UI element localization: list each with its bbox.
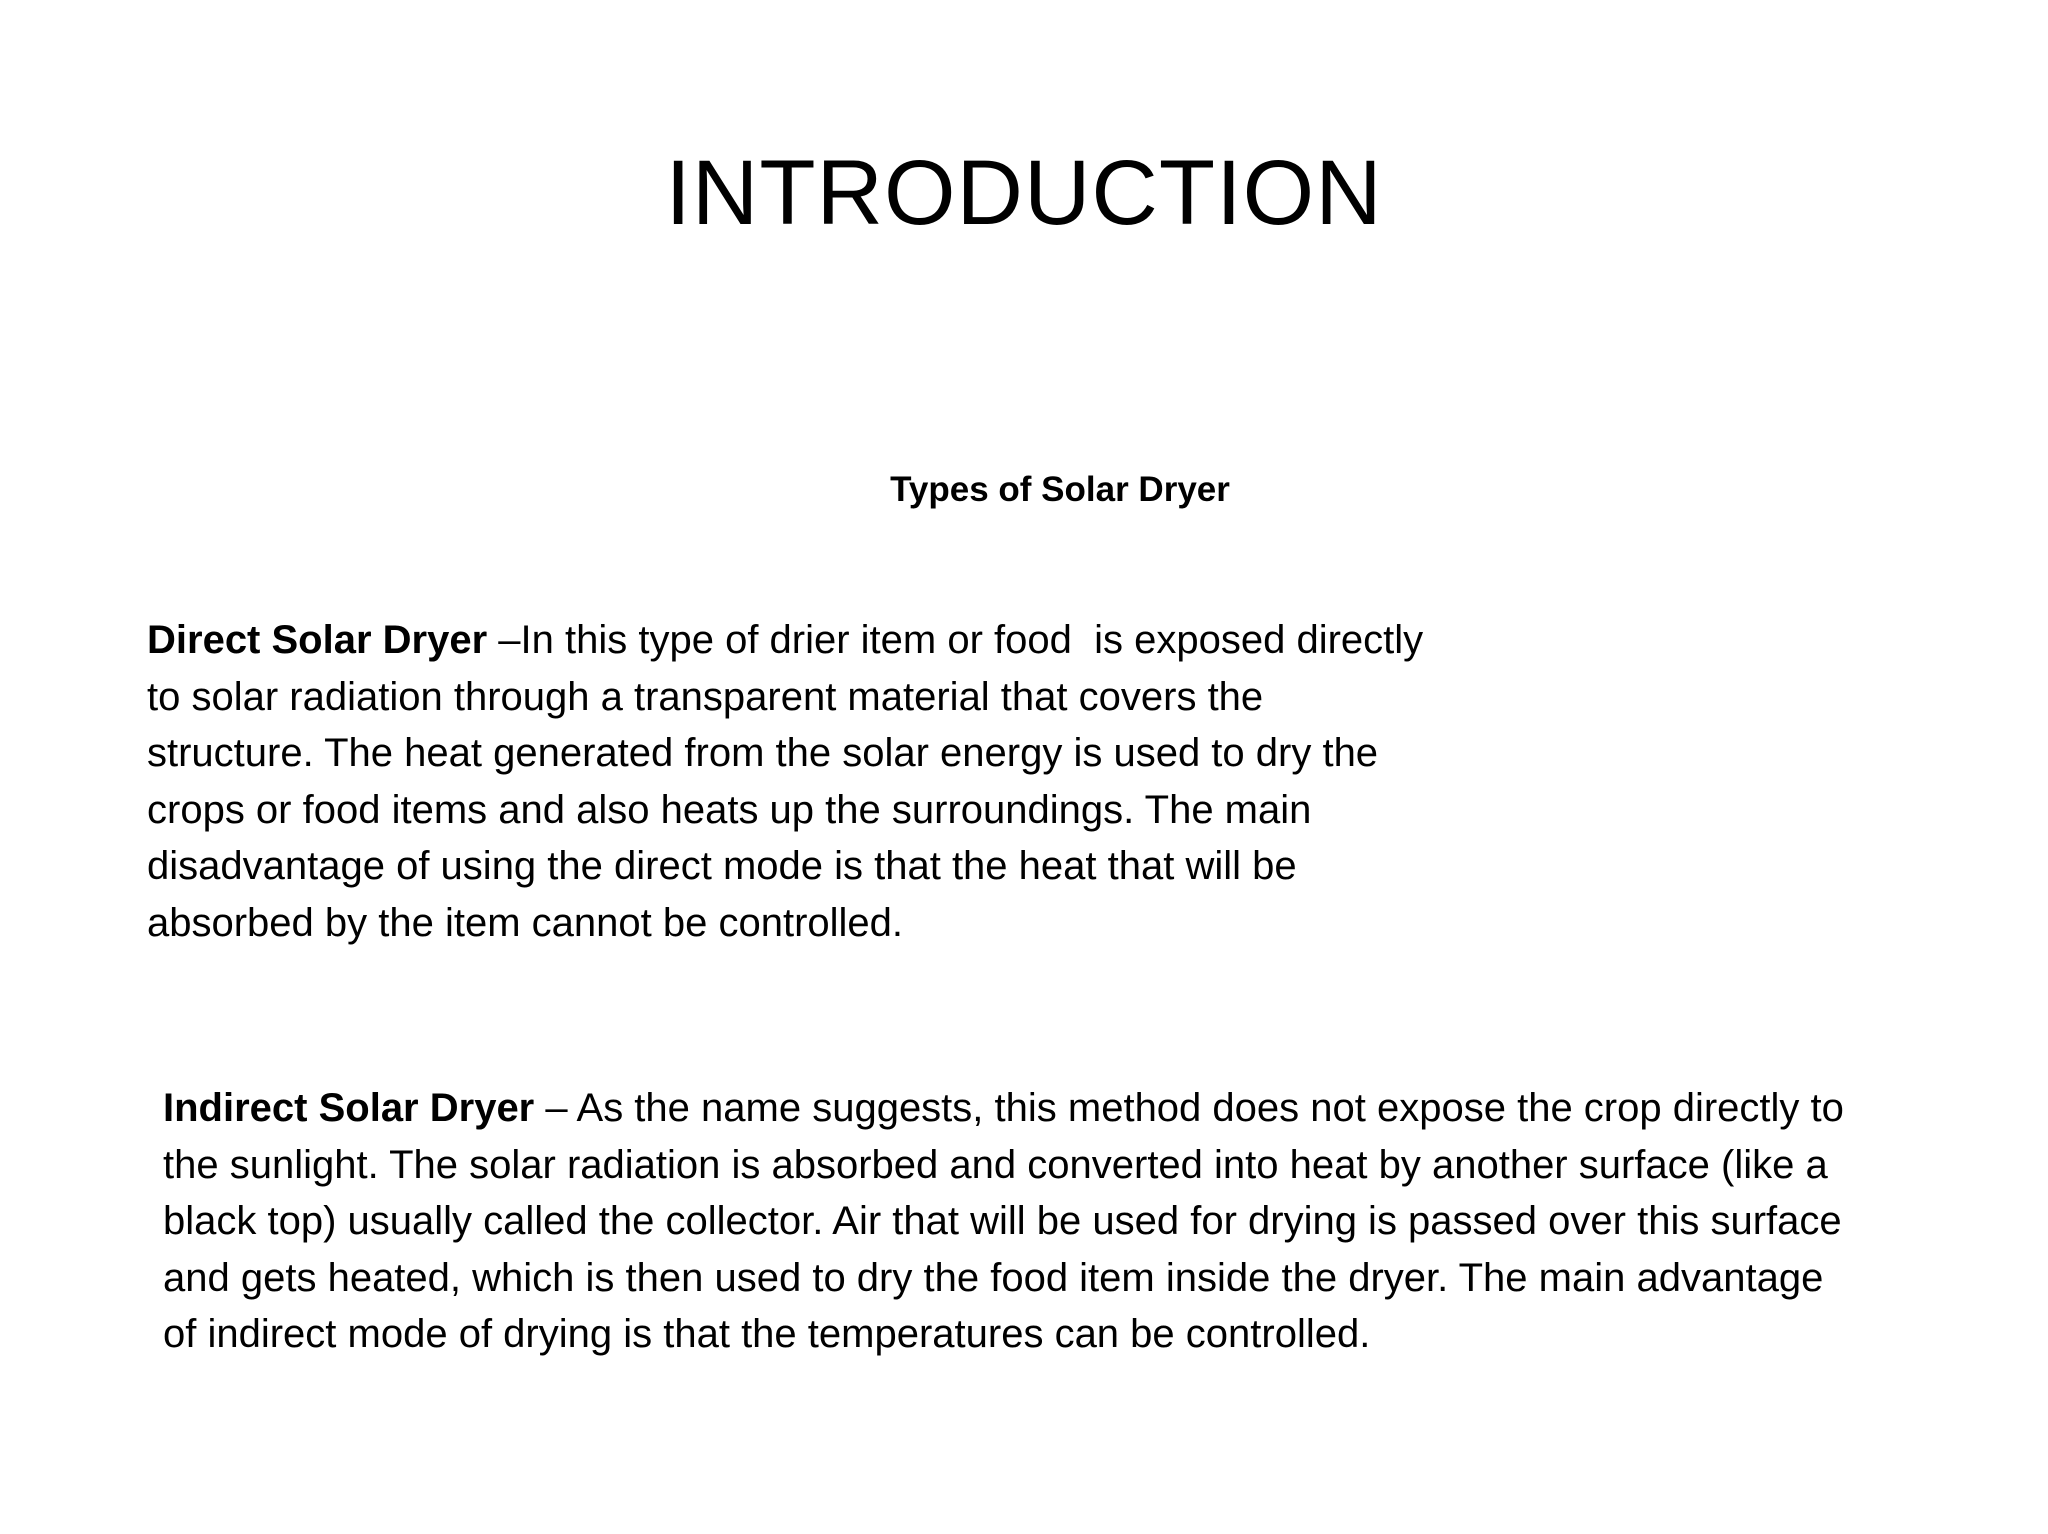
paragraph-line: the sunlight. The solar radiation is absorbed and converted into heat by another surface (like a (163, 1142, 1828, 1187)
slide-subtitle: Types of Solar Dryer (890, 470, 1230, 509)
indirect-solar-dryer-paragraph (163, 1080, 2023, 1363)
paragraph-line-text: – As the name suggests, this method does not expose the crop directly to (534, 1086, 1844, 1130)
paragraph-line: structure. The heat generated from the solar energy is used to dry the (147, 731, 1379, 775)
paragraph-line: crops or food items and also heats up the surroundings. The main (147, 787, 1312, 832)
paragraph-line: to solar radiation through a transparent material that covers the (147, 674, 1264, 719)
paragraph-line (163, 1080, 2023, 1137)
paragraph-line: and gets heated, which is then used to dry the food item inside the dryer. The main advantage (163, 1255, 1824, 1300)
paragraph-line (147, 612, 1547, 669)
paragraph-line: of indirect mode of drying is that the temperatures can be controlled. (163, 1312, 1371, 1356)
paragraph-line: disadvantage of using the direct mode is that the heat that will be (147, 844, 1297, 888)
paragraph-line-text: –In this type of drier item or food is exposed directly (487, 618, 1424, 662)
paragraph-line: black top) usually called the collector. Air that will be used for drying is passed over this surface (163, 1199, 1842, 1243)
direct-solar-dryer-term: Direct Solar Dryer (147, 618, 488, 662)
indirect-solar-dryer-term: Indirect Solar Dryer (163, 1086, 535, 1130)
slide-title: INTRODUCTION (665, 142, 1383, 244)
paragraph-line: absorbed by the item cannot be controlled. (147, 900, 904, 945)
direct-solar-dryer-paragraph (147, 612, 1547, 951)
